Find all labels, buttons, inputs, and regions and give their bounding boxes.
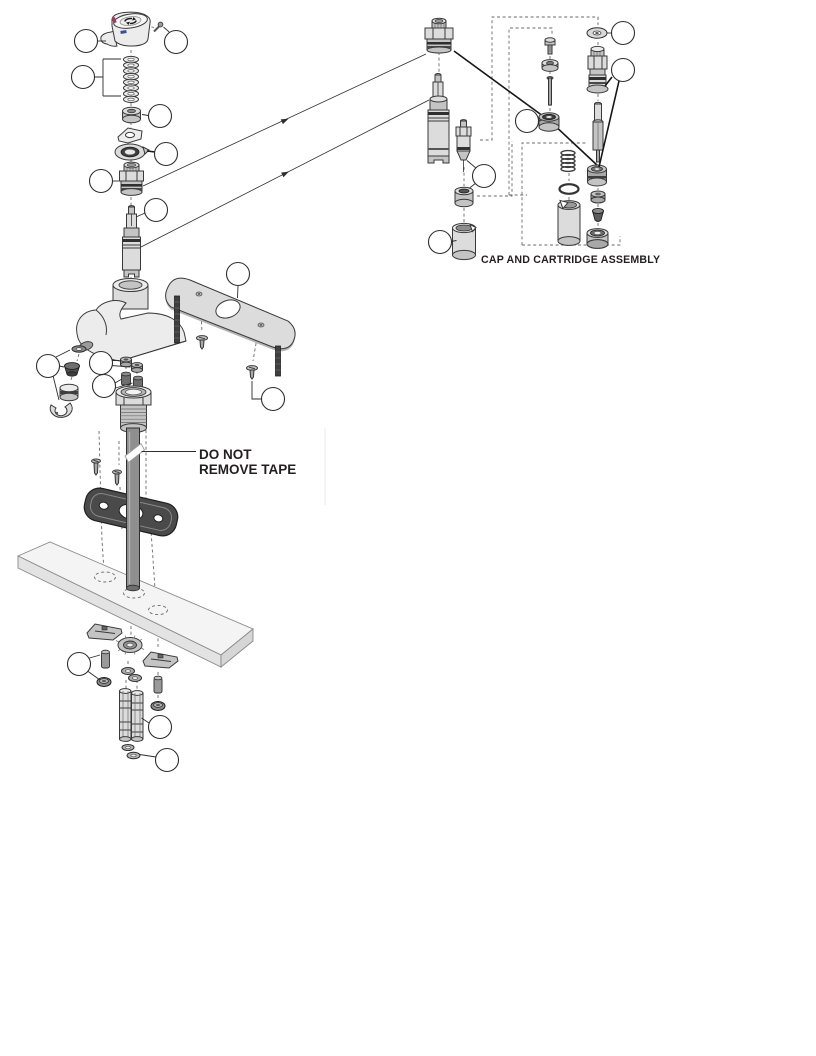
tape-note-line1: DO NOT xyxy=(199,447,252,462)
callout-circle xyxy=(149,105,172,128)
deck-plate-screws xyxy=(197,336,258,379)
detail-o-ring xyxy=(560,184,579,194)
detail-bonnet xyxy=(456,120,471,172)
callout-circle xyxy=(262,388,285,411)
detail-notched-sleeve xyxy=(558,201,580,246)
detail-seat xyxy=(455,187,473,207)
detail-piston xyxy=(588,165,607,186)
callout-circle xyxy=(37,355,60,378)
callout-circle xyxy=(90,170,113,193)
handle-screw xyxy=(154,22,163,31)
callout-circle xyxy=(93,375,116,398)
cap xyxy=(120,162,144,195)
detail-cartridge-2 xyxy=(587,46,608,93)
handle-nut xyxy=(123,107,141,123)
callout-circle xyxy=(149,716,172,739)
detail-pin xyxy=(547,77,553,106)
tape-note-line2: REMOVE TAPE xyxy=(199,462,297,477)
callout-circle xyxy=(612,22,635,45)
washers-bottom xyxy=(122,745,140,759)
detail-reference-lines xyxy=(141,54,429,247)
callout-circle xyxy=(612,59,635,82)
supply-connectors xyxy=(120,689,144,742)
washers-mid xyxy=(122,668,142,682)
callout-circle xyxy=(156,749,179,772)
dashed-guides xyxy=(70,17,620,757)
assembly-caption: CAP AND CARTRIDGE ASSEMBLY xyxy=(481,254,661,266)
small-nuts xyxy=(121,357,143,372)
detail-cartridge xyxy=(428,74,449,164)
detail-cap xyxy=(425,18,453,53)
shank-screws xyxy=(92,459,122,485)
aerator-insert xyxy=(65,363,80,377)
callout-circle xyxy=(516,110,539,133)
callout-circle xyxy=(155,143,178,166)
detail-acorn-nut xyxy=(593,208,604,221)
detail-bushing xyxy=(539,113,559,131)
callout-circle xyxy=(227,263,250,286)
callout-circle xyxy=(473,165,496,188)
cam-plate xyxy=(118,128,142,143)
detail-hex-nut xyxy=(591,191,605,203)
aerator-housing xyxy=(60,384,78,401)
mounting-wing-nut xyxy=(116,636,144,655)
detail-screw xyxy=(545,38,555,54)
detail-thick-lines xyxy=(454,51,598,166)
handle xyxy=(101,12,150,47)
callout-circle xyxy=(90,352,113,375)
callout-circle xyxy=(145,199,168,222)
cam-and-packing xyxy=(115,144,149,160)
glide-ring-stack xyxy=(124,56,139,102)
detail-spring xyxy=(561,151,575,172)
aerator-washer xyxy=(72,346,86,352)
callout-circle xyxy=(165,31,188,54)
detail-sleeve xyxy=(453,223,477,259)
callout-circle xyxy=(75,30,98,53)
arrowhead xyxy=(281,172,289,178)
detail-nut xyxy=(542,60,558,72)
tape-note xyxy=(142,447,297,477)
shank xyxy=(116,386,151,432)
arrowhead xyxy=(281,119,289,125)
callout-circle xyxy=(429,231,452,254)
detail-washer xyxy=(587,28,607,38)
callout-circle xyxy=(72,66,95,89)
callout-circle xyxy=(68,653,91,676)
spout-clip xyxy=(50,403,72,417)
detail-cap-ring xyxy=(587,229,608,249)
